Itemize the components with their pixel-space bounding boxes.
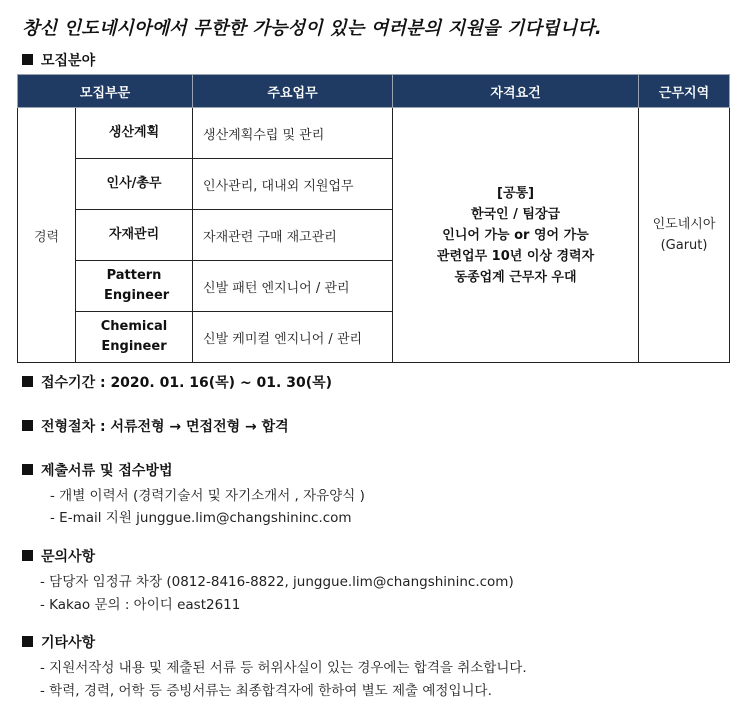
period-text: 접수기간 : 2020. 01. 16(목) ~ 01. 30(목) (41, 375, 333, 391)
duty-cell: 신발 패턴 엔지니어 / 관리 (193, 261, 393, 312)
square-bullet-icon (22, 464, 33, 475)
inquiry-item: - 담당자 임정규 차장 (0812-8416-8822, junggue.lim@changshininc.com) (40, 574, 514, 590)
table-header-row (18, 75, 730, 108)
square-bullet-icon (22, 376, 33, 387)
process-text: 전형절차 : 서류전형 → 면접전형 → 합격 (41, 419, 289, 435)
etc-item: - 학력, 경력, 어학 등 증빙서류는 최종합격자에 한하여 별도 제출 예정입니다. (40, 683, 492, 699)
col-header-duty: 주요업무 (193, 75, 393, 108)
location-cell (639, 108, 730, 363)
qualification-line: 관련업무 10년 이상 경력자 (436, 248, 595, 264)
category-cell: 경력 (18, 108, 76, 363)
page-headline: 창신 인도네시아에서 무한한 가능성이 있는 여러분의 지원을 기다립니다. (22, 18, 602, 39)
section-documents-heading (22, 460, 172, 480)
inquiry-item: - Kakao 문의 : 아이디 east2611 (40, 597, 241, 613)
inquiry-heading-text: 문의사항 (41, 549, 96, 565)
recruit-table (17, 74, 730, 363)
qualification-line: 동종업계 근무자 우대 (454, 269, 577, 285)
documents-heading-text: 제출서류 및 접수방법 (41, 463, 173, 479)
col-header-location: 근무지역 (639, 75, 730, 108)
col-header-dept: 모집부문 (18, 75, 193, 108)
duty-cell: 인사관리, 대내외 지원업무 (193, 159, 393, 210)
dept-cell: Pattern Engineer (76, 261, 193, 312)
duty-cell: 자재관련 구매 재고관리 (193, 210, 393, 261)
qualification-line: 인니어 가능 or 영어 가능 (442, 227, 589, 243)
square-bullet-icon (22, 420, 33, 431)
dept-cell: 생산계획 (76, 108, 193, 159)
square-bullet-icon (22, 550, 33, 561)
table-row (18, 108, 730, 159)
duty-cell: 신발 케미컬 엔지니어 / 관리 (193, 312, 393, 363)
section-inquiry-heading (22, 546, 95, 566)
dept-cell: 인사/총무 (76, 159, 193, 210)
documents-item: - E-mail 지원 junggue.lim@changshininc.com (50, 510, 352, 526)
duty-cell: 생산계획수립 및 관리 (193, 108, 393, 159)
qualification-cell (393, 108, 639, 363)
col-header-qualification: 자격요건 (393, 75, 639, 108)
documents-item: - 개별 이력서 (경력기술서 및 자기소개서 , 자유양식 ) (50, 488, 365, 504)
section-recruit-heading (22, 50, 95, 70)
section-process (22, 416, 289, 436)
section-period (22, 372, 332, 392)
section-etc-heading (22, 632, 95, 652)
etc-item: - 지원서작성 내용 및 제출된 서류 등 허위사실이 있는 경우에는 합격을 취소합니다. (40, 660, 527, 676)
etc-heading-text: 기타사항 (41, 635, 96, 651)
location-line: 인도네시아 (652, 217, 716, 232)
qualification-line: [공통] (497, 185, 535, 201)
dept-cell: Chemical Engineer (76, 312, 193, 363)
dept-cell: 자재관리 (76, 210, 193, 261)
recruit-heading-text: 모집분야 (41, 53, 96, 69)
square-bullet-icon (22, 54, 33, 65)
qualification-line: 한국인 / 팀장급 (470, 206, 561, 222)
location-line: (Garut) (660, 238, 708, 253)
square-bullet-icon (22, 636, 33, 647)
